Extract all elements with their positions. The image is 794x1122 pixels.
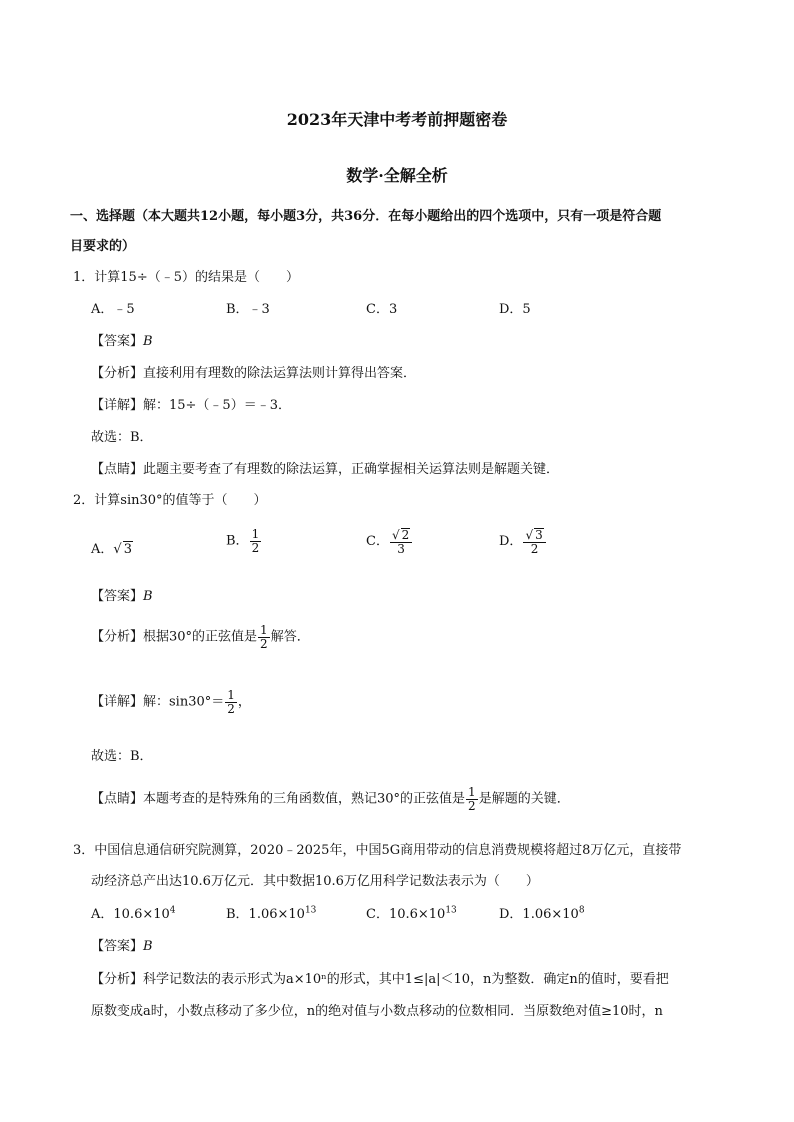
q2-option-b: B． $\frac{1}{2}$ [226,527,260,555]
q2-choose: 故选：B． [91,749,153,764]
q3-option-d: D．$1.06\times 10^8$ [499,905,585,922]
section-heading-line2: 目要求的） [70,239,136,254]
q1-option-a: A．﹣5 [91,302,135,317]
q1-option-b: B．﹣3 [226,302,270,317]
q1-answer: 【答案】B [91,334,153,349]
q2-comment: 【点睛】本题考查的是特殊角的三角函数值，熟记30°的正弦值是 $\frac{1}{2}$ 是解题的关键． [91,785,570,813]
page-title: 2023年天津中考考前押题密卷 [286,110,508,129]
q1-comment: 【点睛】此题主要考查了有理数的除法运算，正确掌握相关运算法则是解题关键． [91,462,560,477]
q1-analysis: 【分析】直接利用有理数的除法运算法则计算得出答案． [91,366,417,381]
section-heading-line1: 一、选择题（本大题共12小题，每小题3分，共36分．在每小题给出的四个选项中，只有一项是符合题 [70,209,662,224]
q3-option-b: B．$1.06\times 10^{13}$ [226,905,317,922]
q2-option-d: D． $\frac{√ 3}{2}$ [499,528,547,555]
q2-answer: 【答案】B [91,589,153,604]
q1-stem: 1．计算15÷（﹣5）的结果是（ ） [73,270,299,285]
q3-option-a: A．$10.6\times 10^4$ [91,905,176,922]
q3-analysis-line2: 原数变成a时，小数点移动了多少位，n的绝对值与小数点移动的位数相同．当原数绝对值≥10时，n [91,1004,663,1019]
q3-answer: 【答案】B [91,939,153,954]
q2-option-a: A．√ 3 [91,542,132,557]
q1-option-c: C．3 [366,302,398,317]
q3-option-c: C．$10.6\times 10^{13}$ [366,905,457,922]
q2-stem: 2．计算sin30°的值等于（ ） [73,493,267,508]
q1-option-d: D．5 [499,302,531,317]
q3-analysis-line1: 【分析】科学记数法的表示形式为a×10ⁿ的形式，其中1≤|a|＜10，n为整数．确定n的值时，要看把 [91,972,669,987]
q1-detail: 【详解】解：15÷（﹣5）＝﹣3． [91,398,291,413]
q2-detail: 【详解】解：sin30°＝ $\frac{1}{2}$ ， [91,688,251,716]
q1-choose: 故选：B． [91,430,153,445]
q3-stem-line2: 动经济总产出达10.6万亿元．其中数据10.6万亿用科学记数法表示为（ ） [91,874,539,889]
q3-stem-line1: 3．中国信息通信研究院测算，2020﹣2025年，中国5G商用带动的信息消费规模将超过8万亿元，直接带 [73,843,682,858]
q2-option-c: C． $\frac{√ 2}{3}$ [366,528,413,555]
page-subtitle: 数学·全解全析 [346,166,448,185]
q2-analysis: 【分析】根据30°的正弦值是 $\frac{1}{2}$ 解答． [91,623,310,651]
